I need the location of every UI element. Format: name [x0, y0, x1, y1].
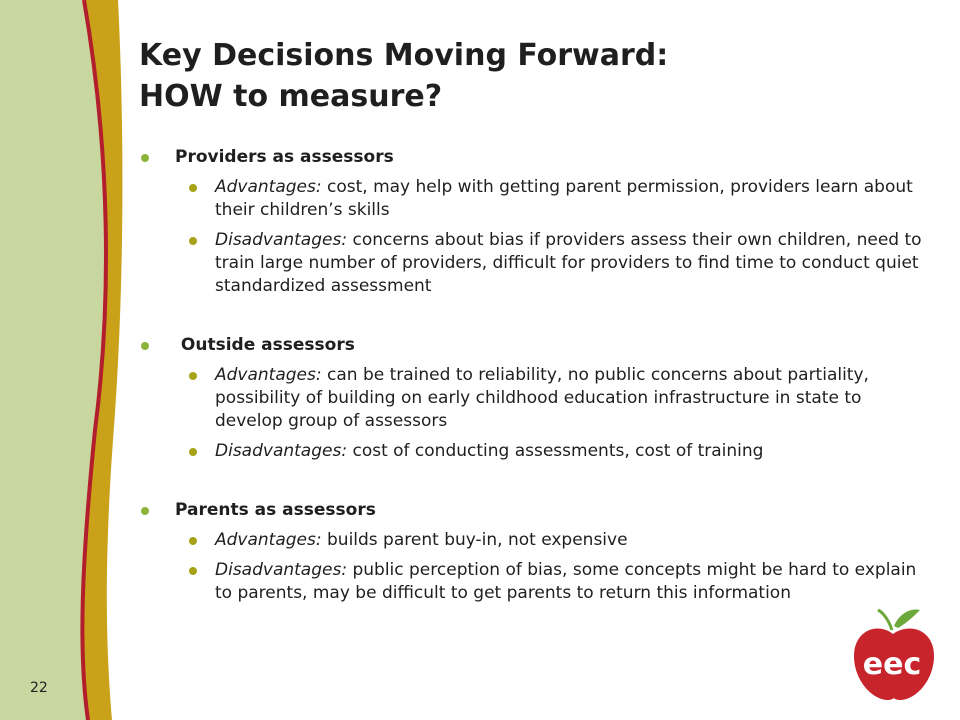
- eec-logo-icon: [848, 604, 938, 704]
- section-heading: Parents as assessors: [139, 499, 929, 522]
- item-text: cost of conducting assessments, cost of training: [347, 441, 764, 461]
- title-line-2: HOW to measure?: [139, 79, 443, 114]
- section-outside: [139, 334, 929, 463]
- item-text: public perception of bias, some concepts might be hard to explain to parents, may be difficult to get parents to return this information: [215, 560, 917, 603]
- sub-bullet-advantages: [139, 176, 929, 222]
- item-label: Advantages:: [215, 530, 322, 550]
- sub-bullet-disadvantages: [139, 559, 929, 605]
- item-text: builds parent buy-in, not expensive: [321, 530, 628, 550]
- bullet-icon: [189, 237, 197, 245]
- sub-bullet-advantages: [139, 364, 929, 433]
- bullet-icon: [189, 184, 197, 192]
- section-parents: [139, 499, 929, 605]
- item-label: Disadvantages:: [215, 441, 348, 461]
- item-text: concerns about bias if providers assess their own children, need to train large number of providers, difficult for providers to find time to conduct quiet standardized assessment: [215, 230, 922, 296]
- bullet-icon: [141, 154, 149, 162]
- item-text: can be trained to reliability, no public concerns about partiality, possibility of building on early childhood education infrastructure in state to develop group of assessors: [215, 365, 869, 431]
- title-line-1: Key Decisions Moving Forward:: [139, 38, 669, 73]
- sub-bullet-disadvantages: [139, 440, 929, 463]
- slide-title: [139, 35, 939, 117]
- item-label: Disadvantages:: [215, 230, 348, 250]
- bullet-icon: [189, 448, 197, 456]
- item-label: Advantages:: [215, 177, 322, 197]
- sub-bullet-disadvantages: [139, 229, 929, 298]
- section-providers: [139, 146, 929, 298]
- sub-bullet-advantages: [139, 529, 929, 552]
- bullet-icon: [189, 537, 197, 545]
- bullet-icon: [189, 372, 197, 380]
- bullet-content: [139, 146, 929, 627]
- bullet-icon: [141, 342, 149, 350]
- bullet-icon: [189, 567, 197, 575]
- item-text: cost, may help with getting parent permission, providers learn about their children’s skills: [215, 177, 913, 220]
- item-label: Disadvantages:: [215, 560, 348, 580]
- section-heading: Outside assessors: [139, 334, 929, 357]
- item-label: Advantages:: [215, 365, 322, 385]
- section-heading: Providers as assessors: [139, 146, 929, 169]
- logo-text: eec: [862, 647, 922, 682]
- page-number: 22: [30, 680, 48, 696]
- bullet-icon: [141, 507, 149, 515]
